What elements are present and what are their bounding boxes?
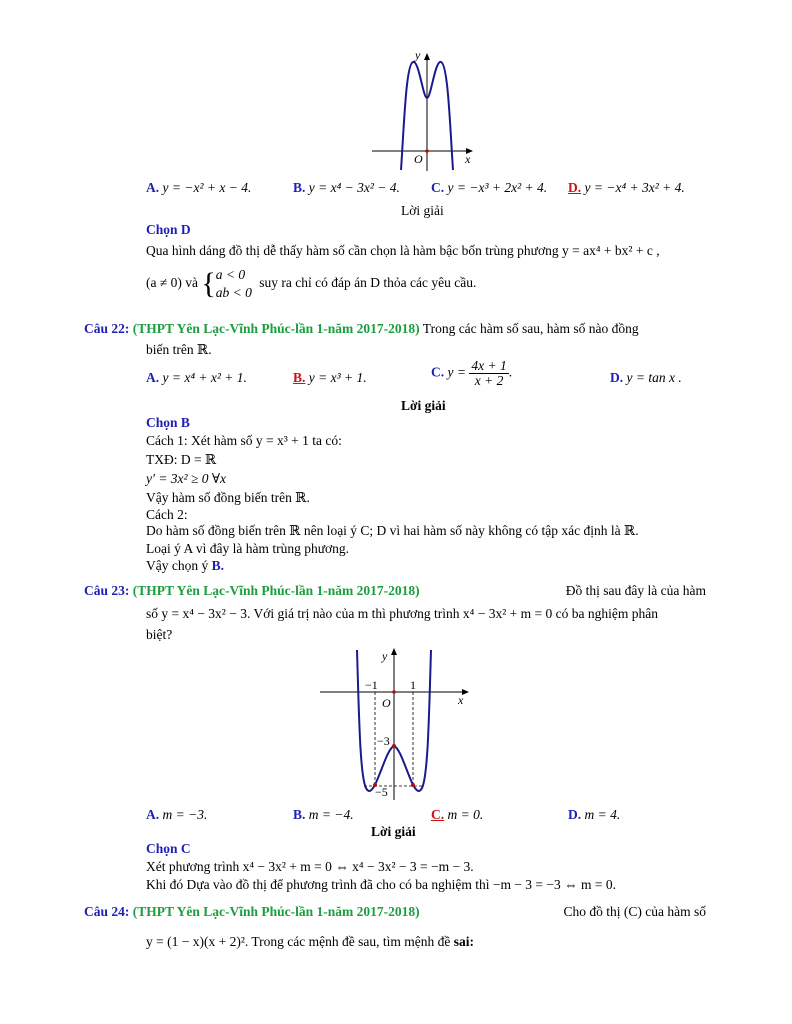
q24-question-2-line: [146, 934, 474, 950]
q22-solution-title: Lời giải: [401, 398, 446, 413]
q23-choice: Chọn C: [146, 841, 191, 856]
q21-option-b[interactable]: [293, 180, 400, 196]
q23-option-b[interactable]: [293, 807, 354, 823]
q23-question-2: số y = x⁴ − 3x² − 3. Với giá trị nào của m thì phương trình x⁴ − 3x² + m = 0 có ba nghiệm phân: [146, 606, 658, 621]
q23-option-a[interactable]: [146, 807, 207, 823]
q22-line-7: Loại ý A vì đây là hàm trùng phương.: [146, 541, 350, 556]
q21-option-c-letter: C.: [431, 180, 445, 195]
q23-solution-title: Lời giải: [371, 824, 416, 839]
q21-explanation-1: Qua hình dáng đồ thị dễ thấy hàm số cần chọn là hàm bậc bốn trùng phương y = ax⁴ + bx² + c ,: [146, 243, 660, 258]
q22-label: Câu 22:: [84, 321, 130, 336]
q22-question-2: biến trên ℝ.: [146, 342, 212, 357]
q23-option-a-letter: A.: [146, 807, 160, 822]
q22-option-a-letter: A.: [146, 370, 160, 385]
q24-header: [84, 904, 706, 920]
q24-question-1: Cho đồ thị (C) của hàm số: [563, 904, 706, 919]
q23-point-right: [411, 783, 415, 787]
q22-choice: Chọn B: [146, 415, 190, 430]
q22-line-3: y′ = 3x² ≥ 0 ∀x: [146, 471, 227, 486]
q22-option-b-letter: B.: [293, 370, 306, 385]
q23-option-d[interactable]: [568, 807, 620, 823]
q22-option-c-denominator: x + 2: [474, 373, 504, 388]
q22-option-a[interactable]: [146, 370, 247, 386]
q23-option-b-letter: B.: [293, 807, 306, 822]
q21-option-c[interactable]: [431, 180, 547, 196]
q22-line-5: Cách 2:: [146, 507, 188, 522]
q21-cond-brace: {: [201, 267, 216, 300]
q23-option-a-text: m = −3.: [162, 807, 208, 822]
q23-point-origin: [392, 690, 396, 694]
q24-question-2-bold: sai:: [453, 934, 474, 949]
q21-origin-point: [425, 149, 429, 153]
q21-option-b-text: y = x⁴ − 3x² − 4.: [308, 180, 400, 195]
q23-label: Câu 23:: [84, 583, 130, 598]
q22-option-a-text: y = x⁴ + x² + 1.: [162, 370, 247, 385]
q22-option-c-prefix: y =: [447, 364, 466, 380]
q22-question-1: Trong các hàm số sau, hàm số nào đồng: [422, 321, 639, 336]
q22-option-d-text: y = tan x .: [626, 370, 682, 385]
q23-line-2: Khi đó Dựa vào đồ thị để phương trình đã cho có ba nghiệm thì −m − 3 = −3 ⇔ m = 0.: [146, 877, 617, 892]
q21-cond-1: a < 0: [215, 267, 246, 282]
q23-y-label: y: [382, 649, 388, 663]
q22-option-c-numerator: 4x + 1: [471, 358, 507, 373]
q22-option-c-fraction: [469, 359, 508, 388]
q23-point-max: [392, 744, 396, 748]
q23-option-b-text: m = −4.: [308, 807, 354, 822]
q23-option-c[interactable]: [431, 807, 483, 823]
q22-line-8: [146, 558, 224, 574]
q21-option-b-letter: B.: [293, 180, 306, 195]
q24-source: (THPT Yên Lạc-Vĩnh Phúc-lần 1-năm 2017-2018): [132, 904, 420, 919]
q21-origin-label: O: [414, 152, 423, 166]
q21-y-label: y: [415, 48, 421, 62]
q23-question-1: Đồ thị sau đây là của hàm: [565, 583, 706, 598]
q21-cond-2: ab < 0: [215, 285, 252, 300]
q21-option-d[interactable]: [568, 180, 685, 196]
q22-option-d-letter: D.: [610, 370, 624, 385]
q22-line-1: Cách 1: Xét hàm số y = x³ + 1 ta có:: [146, 433, 342, 448]
q21-cond-prefix: (a ≠ 0) và: [146, 275, 199, 291]
q21-option-c-text: y = −x³ + 2x² + 4.: [447, 180, 548, 195]
q23-option-c-text: m = 0.: [447, 807, 484, 822]
q22-line-2: TXĐ: D = ℝ: [146, 452, 217, 467]
q21-condition-line: [146, 266, 476, 302]
q21-solution-title: Lời giải: [401, 203, 444, 218]
q23-option-d-letter: D.: [568, 807, 582, 822]
q23-graph: [318, 646, 478, 802]
q21-option-a-text: y = −x² + x − 4.: [162, 180, 252, 195]
q22-option-d[interactable]: [610, 370, 682, 386]
q21-option-d-letter: D.: [568, 180, 582, 195]
q22-header: [84, 321, 639, 337]
q21-option-a[interactable]: [146, 180, 251, 196]
q23-option-d-text: m = 4.: [584, 807, 621, 822]
q23-tick-neg1: −1: [365, 678, 378, 692]
q22-line-6: Do hàm số đồng biến trên ℝ nên loại ý C; D vì hai hàm số này không có tập xác định là ℝ.: [146, 523, 639, 538]
q22-option-c[interactable]: [431, 359, 512, 388]
q23-tick-pos1: 1: [410, 678, 416, 692]
q22-last-bold: B.: [211, 558, 224, 573]
q24-question-2: y = (1 − x)(x + 2)². Trong các mệnh đề sau, tìm mệnh đề: [146, 934, 451, 949]
q21-option-d-text: y = −x⁴ + 3x² + 4.: [584, 180, 685, 195]
q22-option-c-letter: C.: [431, 364, 445, 380]
q22-option-b-text: y = x³ + 1.: [308, 370, 367, 385]
q24-label: Câu 24:: [84, 904, 130, 919]
q22-option-b[interactable]: [293, 370, 367, 386]
q22-source: (THPT Yên Lạc-Vĩnh Phúc-lần 1-năm 2017-2018): [132, 321, 420, 336]
q21-choice: Chọn D: [146, 222, 191, 237]
q21-cond-system: [216, 266, 252, 302]
q21-cond-suffix: suy ra chỉ có đáp án D thỏa các yêu cầu.: [259, 275, 477, 291]
q21-graph: [368, 46, 488, 172]
q23-source: (THPT Yên Lạc-Vĩnh Phúc-lần 1-năm 2017-2018): [132, 583, 420, 598]
q22-option-c-suffix: .: [508, 364, 513, 380]
q23-option-c-letter: C.: [431, 807, 445, 822]
q23-tick-neg5: −5: [375, 785, 388, 799]
q23-x-label: x: [458, 693, 464, 707]
q23-tick-neg3: −3: [377, 734, 390, 748]
q23-question-3: biệt?: [146, 627, 173, 642]
q21-option-a-letter: A.: [146, 180, 160, 195]
q22-line-4: Vậy hàm số đồng biến trên ℝ.: [146, 490, 310, 505]
q21-x-label: x: [465, 152, 471, 166]
q23-header: [84, 583, 706, 599]
q23-origin-label: O: [382, 696, 391, 710]
q23-line-1: Xét phương trình x⁴ − 3x² + m = 0 ⇔ x⁴ − 3x² − 3 = −m − 3.: [146, 859, 474, 874]
q22-last-prefix: Vậy chọn ý: [146, 558, 209, 573]
